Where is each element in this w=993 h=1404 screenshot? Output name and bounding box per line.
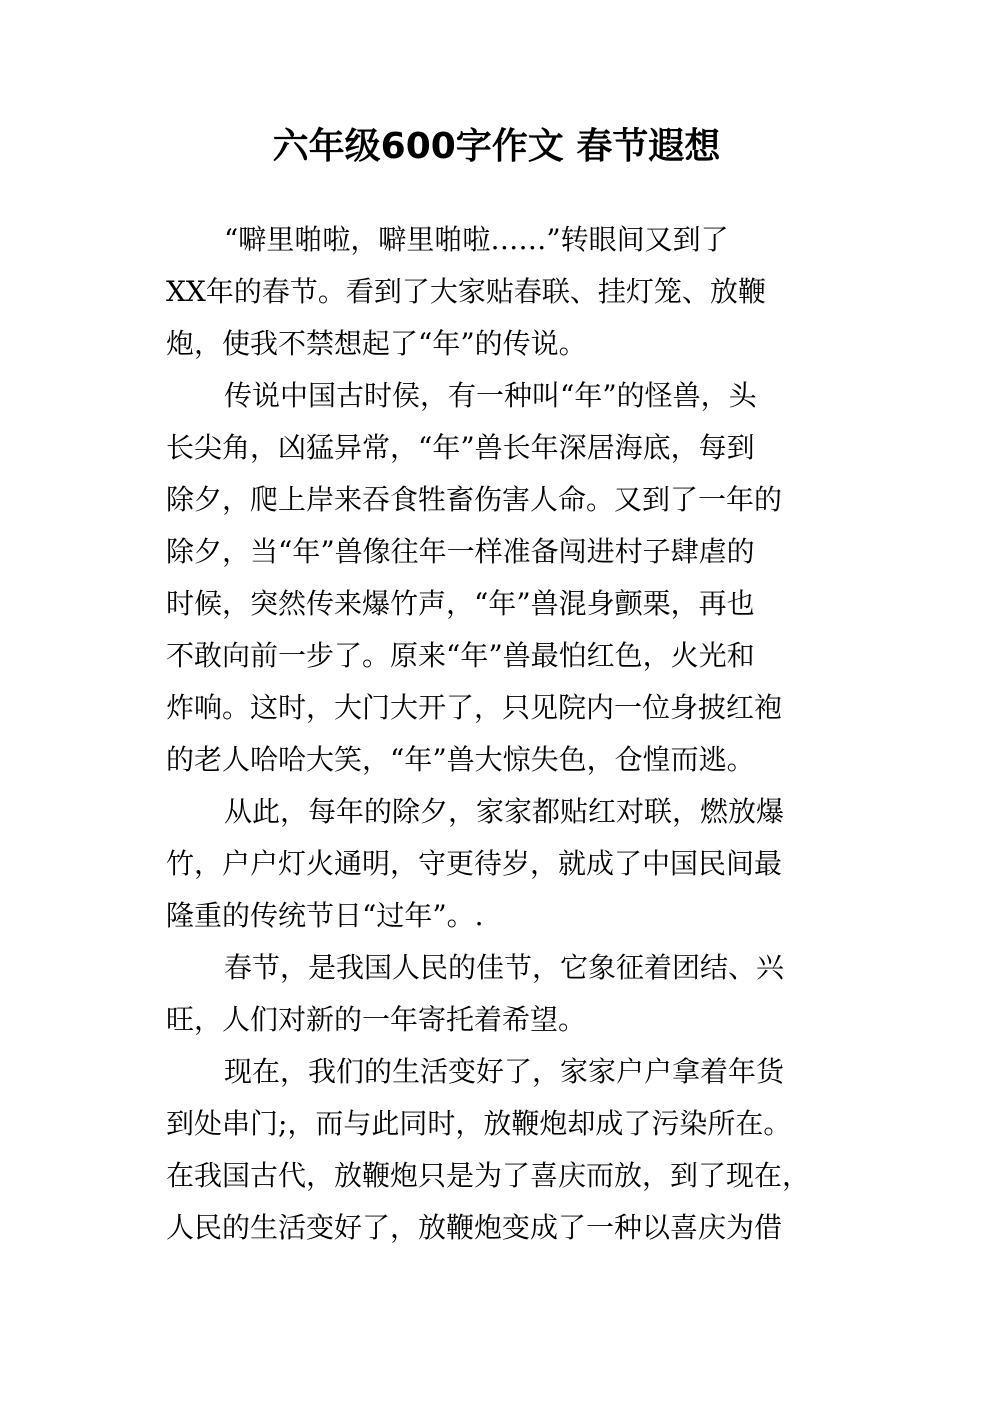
essay-body: [166, 214, 836, 1254]
text-line-11: 的老人哈哈大笑，“年”兽大惊失色，仓惶而逃。: [166, 743, 755, 776]
text-line-1: “噼里啪啦，噼里啪啦……”转眼间又到了: [224, 223, 729, 256]
text-line-9: 不敢向前一步了。原来“年”兽最怕红色，火光和: [166, 639, 755, 672]
text-line-14: 隆重的传统节日“过年”。.: [166, 899, 484, 932]
text-line-2: XX年的春节。看到了大家贴春联、挂灯笼、放鞭: [166, 275, 766, 308]
text-line-15: 春节，是我国人民的佳节，它象征着团结、兴: [224, 951, 785, 984]
text-line-20: 人民的生活变好了，放鞭炮变成了一种以喜庆为借: [166, 1211, 783, 1244]
text-line-7: 除夕，当“年”兽像往年一样准备闯进村子肆虐的: [166, 535, 755, 568]
text-line-19: 在我国古代，放鞭炮只是为了喜庆而放，到了现在，: [166, 1159, 811, 1192]
text-line-17: 现在，我们的生活变好了，家家户户拿着年货: [224, 1055, 785, 1088]
text-line-6: 除夕，爬上岸来吞食牲畜伤害人命。又到了一年的: [166, 483, 783, 516]
text-line-13: 竹，户户灯火通明，守更待岁，就成了中国民间最: [166, 847, 783, 880]
text-line-5: 长尖角，凶猛异常，“年”兽长年深居海底，每到: [166, 431, 755, 464]
text-line-10: 炸响。这时，大门大开了，只见院内一位身披红袍: [166, 691, 783, 724]
text-line-16: 旺，人们对新的一年寄托着希望。: [166, 1003, 587, 1036]
document-title: 六年级600字作文 春节遐想: [272, 126, 721, 167]
text-line-4: 传说中国古时侯，有一种叫“年”的怪兽，头: [224, 379, 757, 412]
text-line-18: 到处串门;，而与此同时，放鞭炮却成了污染所在。: [166, 1107, 792, 1140]
text-line-12: 从此，每年的除夕，家家都贴红对联，燃放爆: [224, 795, 785, 828]
text-line-8: 时候，突然传来爆竹声，“年”兽混身颤栗，再也: [166, 587, 755, 620]
text-line-3: 炮，使我不禁想起了“年”的传说。: [166, 327, 587, 360]
